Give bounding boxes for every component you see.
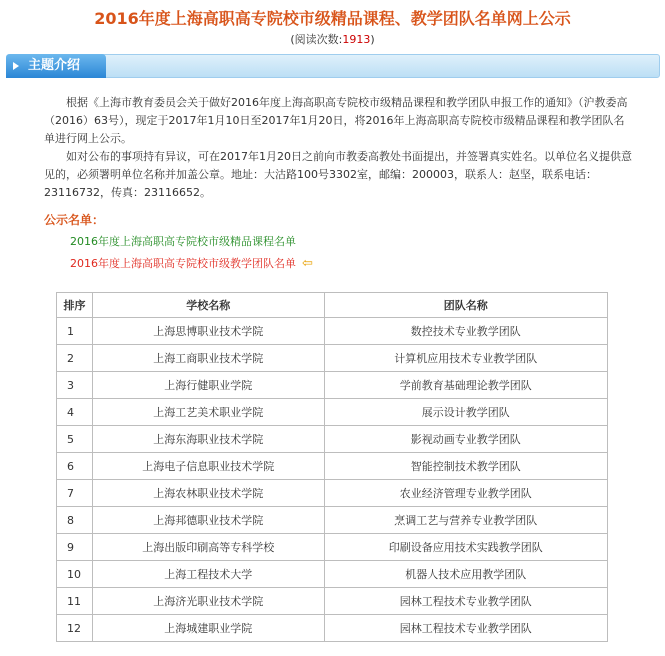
header-school: 学校名称 [92,293,324,318]
school-cell: 上海电子信息职业技术学院 [92,453,324,480]
school-cell: 上海工商职业技术学院 [92,345,324,372]
school-cell: 上海邦德职业技术学院 [92,507,324,534]
table-row [57,318,608,345]
intro-paragraph-2: 如对公布的事项持有异议，可在2017年1月20日之前向市教委高教处书面提出，并签署真实姓名。以单位名义提供意见的，必须署明单位名称并加盖公章。地址：大沽路100号3302室，邮编：200003，联系人：赵坚，联系电话：23116732，传真：23116652。 [44,150,632,199]
rank-cell: 3 [57,372,93,399]
views-suffix: ) [370,33,375,46]
team-list-link[interactable] [70,255,313,271]
table-row [57,453,608,480]
table-row [57,426,608,453]
rank-cell: 1 [57,318,93,345]
table-row [57,588,608,615]
rank-cell: 8 [57,507,93,534]
table-row [57,534,608,561]
team-cell: 印刷设备应用技术实践教学团队 [324,534,607,561]
view-count [0,31,665,47]
school-cell: 上海东海职业技术学院 [92,426,324,453]
school-cell: 上海城建职业学院 [92,615,324,642]
team-cell: 农业经济管理专业教学团队 [324,480,607,507]
intro-paragraph-1: 根据《上海市教育委员会关于做好2016年度上海高职高专院校市级精品课程和教学团队申报工作的通知》（沪教委高（2016）63号），现定于2017年1月10日至2017年1月20日，将2016年上海高职高专院校市级精品课程和教学团队名单进行网上公示。 [44,96,628,145]
rank-cell: 5 [57,426,93,453]
section-label: 主题介绍 [28,58,81,73]
table-row [57,399,608,426]
team-cell: 展示设计教学团队 [324,399,607,426]
rank-cell: 9 [57,534,93,561]
team-list-link-label[interactable]: 2016年度上海高职高专院校市级教学团队名单 [70,257,296,270]
section-tab [6,54,106,78]
table-row [57,372,608,399]
team-cell: 园林工程技术专业教学团队 [324,615,607,642]
team-cell: 影视动画专业教学团队 [324,426,607,453]
team-cell: 数控技术专业教学团队 [324,318,607,345]
table-row [57,615,608,642]
team-cell: 学前教育基础理论教学团队 [324,372,607,399]
arrow-left-icon: ⇦ [302,256,313,271]
team-cell: 园林工程技术专业教学团队 [324,588,607,615]
team-table [56,292,608,642]
team-cell: 机器人技术应用教学团队 [324,561,607,588]
header-rank: 排序 [57,293,93,318]
list-label: 公示名单： [44,213,105,227]
rank-cell: 7 [57,480,93,507]
table-row [57,345,608,372]
school-cell: 上海行健职业学院 [92,372,324,399]
views-count: 1913 [342,33,371,46]
course-list-link[interactable]: 2016年度上海高职高专院校市级精品课程名单 [70,235,296,248]
school-cell: 上海工艺美术职业学院 [92,399,324,426]
views-prefix: (阅读次数: [290,33,343,46]
table-row [57,507,608,534]
school-cell: 上海农林职业技术学院 [92,480,324,507]
school-cell: 上海工程技术大学 [92,561,324,588]
table-header-row [57,293,608,318]
rank-cell: 10 [57,561,93,588]
page-title: 2016年度上海高职高专院校市级精品课程、教学团队名单网上公示 [94,9,571,28]
team-cell: 智能控制技术教学团队 [324,453,607,480]
rank-cell: 12 [57,615,93,642]
school-cell: 上海济光职业技术学院 [92,588,324,615]
header-team: 团队名称 [324,293,607,318]
team-cell: 烹调工艺与营养专业教学团队 [324,507,607,534]
table-row [57,480,608,507]
school-cell: 上海思博职业技术学院 [92,318,324,345]
rank-cell: 4 [57,399,93,426]
arrow-right-icon [13,62,19,70]
table-row [57,561,608,588]
rank-cell: 6 [57,453,93,480]
rank-cell: 2 [57,345,93,372]
team-cell: 计算机应用技术专业教学团队 [324,345,607,372]
rank-cell: 11 [57,588,93,615]
school-cell: 上海出版印刷高等专科学校 [92,534,324,561]
